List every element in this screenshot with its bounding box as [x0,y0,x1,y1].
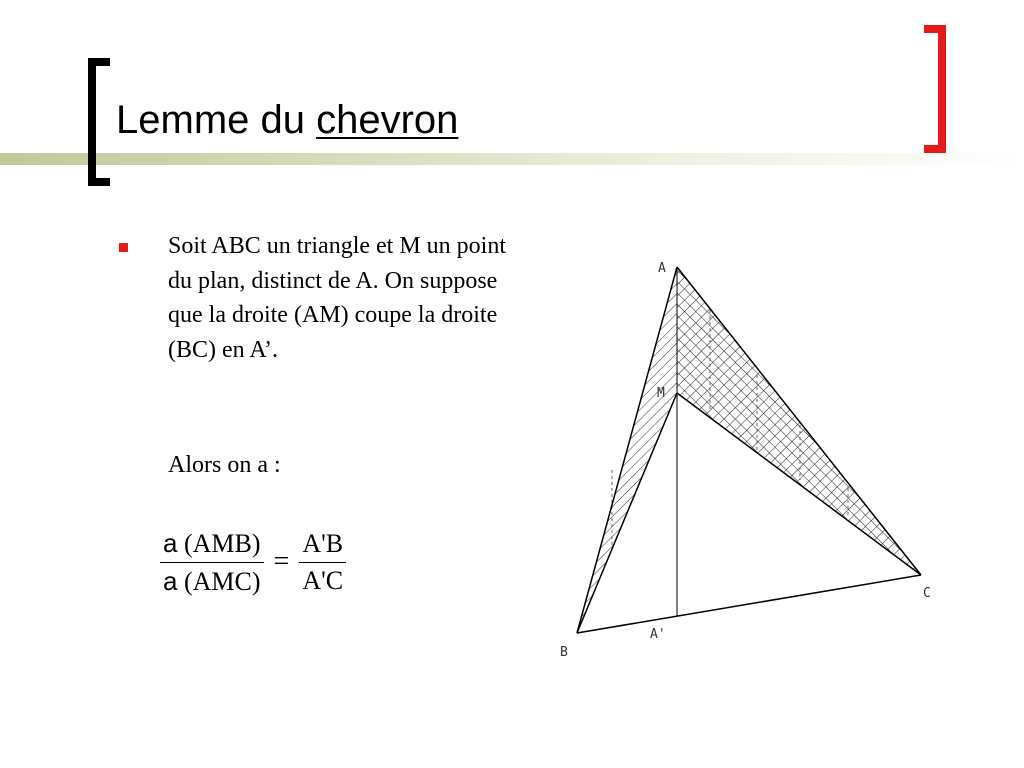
bullet-text: Soit ABC un triangle et M un point du plan, distinct de A. On suppose que la droite (AM) coupe la droite (BC) en A’. [168,233,507,363]
conclusion-text: Alors on a : [168,452,281,478]
label-a-prime: A' [650,627,666,642]
left-numerator-function: a [163,527,178,558]
right-fraction [299,526,346,599]
edge-ab [577,267,677,633]
title-accent-bar [0,153,1024,165]
left-denominator-function: a [163,565,178,596]
title-text: Lemme du [116,98,317,142]
slide-title [116,96,458,144]
left-bracket-decoration [88,58,110,186]
label-m: M [657,386,665,401]
title-link-chevron[interactable]: chevron [316,98,459,142]
left-numerator-argument: (AMB) [183,528,261,558]
label-c: C [923,586,931,601]
left-denominator [160,563,264,600]
edge-bc [577,575,921,633]
right-numerator: A'B [299,526,346,563]
area-ratio-formula [160,522,346,602]
left-numerator [160,525,264,563]
left-denominator-argument: (AMC) [183,566,261,596]
segment-mb [577,393,677,633]
right-denominator: A'C [302,565,344,595]
right-bracket-decoration [924,25,946,153]
chevron-figure [540,240,960,670]
left-fraction [160,525,264,600]
label-a: A [658,261,666,276]
equals-sign: = [273,546,290,577]
label-b: B [560,645,568,660]
bullet-square-icon [119,243,128,252]
